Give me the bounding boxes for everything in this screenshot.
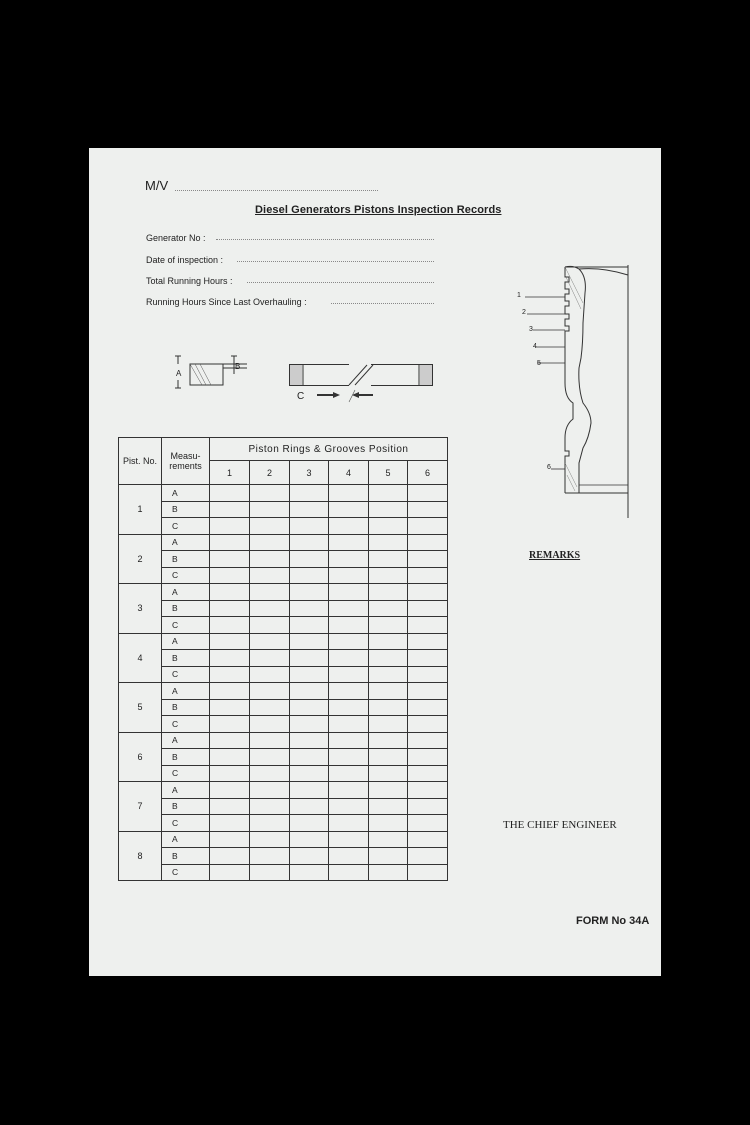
total-running-hours-label: Total Running Hours :	[146, 276, 233, 286]
entry-cell[interactable]	[290, 782, 329, 799]
measurement-cell: C	[162, 864, 210, 881]
entry-cell[interactable]	[329, 699, 369, 716]
entry-cell[interactable]	[329, 551, 369, 568]
entry-cell[interactable]	[290, 683, 329, 700]
entry-cell[interactable]	[290, 765, 329, 782]
measurement-cell: A	[162, 683, 210, 700]
entry-cell[interactable]	[329, 650, 369, 667]
measurement-cell: C	[162, 765, 210, 782]
entry-cell[interactable]	[250, 534, 290, 551]
entry-cell[interactable]	[210, 831, 250, 848]
entry-cell[interactable]	[250, 815, 290, 832]
table-row	[119, 666, 448, 683]
entry-cell[interactable]	[210, 584, 250, 601]
measurement-cell: B	[162, 848, 210, 865]
entry-cell[interactable]	[210, 798, 250, 815]
entry-cell[interactable]	[290, 534, 329, 551]
entry-cell[interactable]	[210, 666, 250, 683]
entry-cell[interactable]	[250, 798, 290, 815]
entry-cell[interactable]	[369, 716, 408, 733]
entry-cell[interactable]	[210, 518, 250, 535]
entry-cell[interactable]	[329, 798, 369, 815]
entry-cell[interactable]	[369, 501, 408, 518]
entry-cell[interactable]	[329, 749, 369, 766]
entry-cell[interactable]	[250, 716, 290, 733]
entry-cell[interactable]	[369, 831, 408, 848]
entry-cell[interactable]	[290, 848, 329, 865]
table-row	[119, 749, 448, 766]
measurement-cell: A	[162, 633, 210, 650]
entry-cell[interactable]	[250, 749, 290, 766]
inspection-date-label: Date of inspection :	[146, 255, 224, 265]
entry-cell[interactable]	[329, 485, 369, 502]
measure-label-a: A	[176, 369, 182, 378]
table-row	[119, 584, 448, 601]
measurement-cell: A	[162, 534, 210, 551]
entry-cell[interactable]	[408, 815, 448, 832]
groove-label-3: 3	[529, 326, 533, 333]
entry-cell[interactable]	[250, 782, 290, 799]
entry-cell[interactable]	[369, 798, 408, 815]
groove-label-4: 4	[533, 343, 537, 350]
measurement-cell: B	[162, 551, 210, 568]
entry-cell[interactable]	[369, 732, 408, 749]
entry-cell[interactable]	[369, 650, 408, 667]
entry-cell[interactable]	[210, 567, 250, 584]
piston-number-cell: 8	[119, 831, 162, 881]
measurement-cell: B	[162, 699, 210, 716]
position-header-6: 6	[408, 461, 448, 485]
entry-cell[interactable]	[329, 716, 369, 733]
entry-cell[interactable]	[250, 567, 290, 584]
measurement-cell: C	[162, 716, 210, 733]
measure-label-b: B	[235, 362, 241, 371]
entry-cell[interactable]	[210, 782, 250, 799]
entry-cell[interactable]	[290, 732, 329, 749]
form-title: Diesel Generators Pistons Inspection Records	[255, 204, 502, 216]
entry-cell[interactable]	[329, 815, 369, 832]
position-header-2: 2	[250, 461, 290, 485]
hours-since-overhaul-line[interactable]	[331, 303, 434, 304]
entry-cell[interactable]	[369, 848, 408, 865]
piston-number-cell: 3	[119, 584, 162, 634]
entry-cell[interactable]	[250, 683, 290, 700]
entry-cell[interactable]	[290, 485, 329, 502]
table-row	[119, 765, 448, 782]
entry-cell[interactable]	[210, 815, 250, 832]
chief-engineer-signature-label: THE CHIEF ENGINEER	[503, 819, 617, 831]
generator-no-line[interactable]	[216, 239, 434, 240]
entry-cell[interactable]	[290, 551, 329, 568]
entry-cell[interactable]	[369, 765, 408, 782]
pist-no-header: Pist. No.	[119, 438, 162, 485]
entry-cell[interactable]	[369, 617, 408, 634]
entry-cell[interactable]	[210, 732, 250, 749]
entry-cell[interactable]	[408, 831, 448, 848]
piston-number-cell: 1	[119, 485, 162, 535]
piston-number-cell: 6	[119, 732, 162, 782]
entry-cell[interactable]	[290, 501, 329, 518]
remarks-label: REMARKS	[529, 550, 581, 561]
table-row	[119, 617, 448, 634]
measurement-cell: A	[162, 485, 210, 502]
entry-cell[interactable]	[290, 864, 329, 881]
entry-cell[interactable]	[290, 716, 329, 733]
groove-label-2: 2	[522, 309, 526, 316]
entry-cell[interactable]	[369, 485, 408, 502]
table-row	[119, 518, 448, 535]
measurement-cell: B	[162, 749, 210, 766]
entry-cell[interactable]	[250, 650, 290, 667]
entry-cell[interactable]	[408, 584, 448, 601]
entry-cell[interactable]	[369, 518, 408, 535]
measurement-cell: C	[162, 567, 210, 584]
vessel-name-line[interactable]	[175, 190, 378, 191]
piston-cross-section-diagram	[513, 263, 633, 523]
entry-cell[interactable]	[408, 749, 448, 766]
entry-cell[interactable]	[408, 650, 448, 667]
table-row	[119, 501, 448, 518]
entry-cell[interactable]	[408, 501, 448, 518]
measurement-cell: B	[162, 600, 210, 617]
entry-cell[interactable]	[290, 749, 329, 766]
entry-cell[interactable]	[408, 534, 448, 551]
entry-cell[interactable]	[408, 633, 448, 650]
measurement-cell: C	[162, 617, 210, 634]
entry-cell[interactable]	[290, 666, 329, 683]
entry-cell[interactable]	[369, 567, 408, 584]
position-header-4: 4	[329, 461, 369, 485]
entry-cell[interactable]	[250, 518, 290, 535]
entry-cell[interactable]	[408, 798, 448, 815]
table-row	[119, 551, 448, 568]
measurement-cell: A	[162, 782, 210, 799]
table-row	[119, 567, 448, 584]
inspection-table	[118, 437, 448, 881]
table-row	[119, 864, 448, 881]
entry-cell[interactable]	[408, 864, 448, 881]
entry-cell[interactable]	[329, 567, 369, 584]
entry-cell[interactable]	[408, 732, 448, 749]
entry-cell[interactable]	[369, 683, 408, 700]
entry-cell[interactable]	[250, 551, 290, 568]
entry-cell[interactable]	[329, 831, 369, 848]
table-row	[119, 633, 448, 650]
entry-cell[interactable]	[408, 848, 448, 865]
entry-cell[interactable]	[408, 699, 448, 716]
table-row	[119, 815, 448, 832]
table-row	[119, 683, 448, 700]
entry-cell[interactable]	[329, 666, 369, 683]
entry-cell[interactable]	[210, 534, 250, 551]
table-row	[119, 485, 448, 502]
table-row	[119, 699, 448, 716]
entry-cell[interactable]	[369, 699, 408, 716]
position-header-3: 3	[290, 461, 329, 485]
entry-cell[interactable]	[369, 584, 408, 601]
entry-cell[interactable]	[329, 617, 369, 634]
entry-cell[interactable]	[210, 716, 250, 733]
measurement-cell: B	[162, 650, 210, 667]
table-row	[119, 600, 448, 617]
measurement-cell: C	[162, 815, 210, 832]
groove-label-6: 6	[547, 464, 551, 471]
table-row	[119, 798, 448, 815]
entry-cell[interactable]	[290, 584, 329, 601]
piston-number-cell: 4	[119, 633, 162, 683]
table-row	[119, 782, 448, 799]
entry-cell[interactable]	[250, 501, 290, 518]
entry-cell[interactable]	[369, 815, 408, 832]
entry-cell[interactable]	[369, 551, 408, 568]
table-row	[119, 732, 448, 749]
entry-cell[interactable]	[408, 765, 448, 782]
entry-cell[interactable]	[408, 782, 448, 799]
position-header-1: 1	[210, 461, 250, 485]
piston-number-cell: 7	[119, 782, 162, 832]
piston-number-cell: 2	[119, 534, 162, 584]
measurement-cell: B	[162, 798, 210, 815]
hours-since-overhaul-label: Running Hours Since Last Overhauling :	[146, 297, 307, 307]
entry-cell[interactable]	[329, 501, 369, 518]
entry-cell[interactable]	[250, 617, 290, 634]
entry-cell[interactable]	[210, 848, 250, 865]
measure-label-c: C	[297, 391, 305, 402]
entry-cell[interactable]	[329, 534, 369, 551]
entry-cell[interactable]	[210, 617, 250, 634]
entry-cell[interactable]	[250, 600, 290, 617]
entry-cell[interactable]	[369, 864, 408, 881]
entry-cell[interactable]	[250, 732, 290, 749]
groove-label-1: 1	[517, 292, 521, 299]
entry-cell[interactable]	[210, 749, 250, 766]
vessel-label: M/V	[145, 178, 169, 193]
measurement-cell: C	[162, 518, 210, 535]
entry-cell[interactable]	[210, 650, 250, 667]
table-row	[119, 650, 448, 667]
groove-label-5: 5	[537, 360, 541, 367]
entry-cell[interactable]	[210, 551, 250, 568]
entry-cell[interactable]	[369, 600, 408, 617]
table-row	[119, 534, 448, 551]
entry-cell[interactable]	[210, 633, 250, 650]
entry-cell[interactable]	[250, 633, 290, 650]
inspection-date-line[interactable]	[237, 261, 434, 262]
entry-cell[interactable]	[329, 848, 369, 865]
entry-cell[interactable]	[329, 864, 369, 881]
table-row	[119, 831, 448, 848]
entry-cell[interactable]	[329, 765, 369, 782]
form-number: FORM No 34A	[576, 915, 650, 927]
measurement-cell: C	[162, 666, 210, 683]
entry-cell[interactable]	[290, 617, 329, 634]
entry-cell[interactable]	[290, 650, 329, 667]
entry-cell[interactable]	[210, 600, 250, 617]
entry-cell[interactable]	[210, 485, 250, 502]
entry-cell[interactable]	[369, 782, 408, 799]
entry-cell[interactable]	[408, 600, 448, 617]
entry-cell[interactable]	[250, 699, 290, 716]
piston-number-cell: 5	[119, 683, 162, 733]
entry-cell[interactable]	[408, 551, 448, 568]
entry-cell[interactable]	[408, 567, 448, 584]
measurement-cell: A	[162, 584, 210, 601]
measurements-header: Measu- rements	[162, 438, 210, 485]
table-row	[119, 848, 448, 865]
entry-cell[interactable]	[290, 567, 329, 584]
ring-gap-diagram	[289, 362, 434, 407]
entry-cell[interactable]	[408, 716, 448, 733]
entry-cell[interactable]	[250, 485, 290, 502]
entry-cell[interactable]	[408, 617, 448, 634]
total-running-hours-line[interactable]	[247, 282, 434, 283]
entry-cell[interactable]	[329, 518, 369, 535]
entry-cell[interactable]	[408, 518, 448, 535]
measurement-cell: A	[162, 831, 210, 848]
entry-cell[interactable]	[290, 518, 329, 535]
entry-cell[interactable]	[290, 815, 329, 832]
entry-cell[interactable]	[408, 485, 448, 502]
inspection-form-sheet	[89, 148, 661, 976]
entry-cell[interactable]	[369, 749, 408, 766]
entry-cell[interactable]	[250, 584, 290, 601]
entry-cell[interactable]	[408, 666, 448, 683]
entry-cell[interactable]	[210, 699, 250, 716]
entry-cell[interactable]	[329, 633, 369, 650]
entry-cell[interactable]	[290, 699, 329, 716]
ring-positions-header: Piston Rings & Grooves Position	[210, 438, 448, 461]
entry-cell[interactable]	[408, 683, 448, 700]
entry-cell[interactable]	[369, 633, 408, 650]
table-row	[119, 716, 448, 733]
entry-cell[interactable]	[250, 666, 290, 683]
measurement-cell: B	[162, 501, 210, 518]
entry-cell[interactable]	[210, 864, 250, 881]
entry-cell[interactable]	[210, 683, 250, 700]
entry-cell[interactable]	[250, 848, 290, 865]
entry-cell[interactable]	[329, 732, 369, 749]
entry-cell[interactable]	[290, 798, 329, 815]
position-header-5: 5	[369, 461, 408, 485]
entry-cell[interactable]	[290, 633, 329, 650]
entry-cell[interactable]	[329, 683, 369, 700]
entry-cell[interactable]	[369, 666, 408, 683]
entry-cell[interactable]	[290, 831, 329, 848]
entry-cell[interactable]	[369, 534, 408, 551]
entry-cell[interactable]	[250, 864, 290, 881]
entry-cell[interactable]	[210, 501, 250, 518]
entry-cell[interactable]	[329, 600, 369, 617]
entry-cell[interactable]	[329, 584, 369, 601]
entry-cell[interactable]	[210, 765, 250, 782]
entry-cell[interactable]	[290, 600, 329, 617]
entry-cell[interactable]	[250, 765, 290, 782]
generator-no-label: Generator No :	[146, 233, 206, 243]
entry-cell[interactable]	[329, 782, 369, 799]
entry-cell[interactable]	[250, 831, 290, 848]
measurement-cell: A	[162, 732, 210, 749]
